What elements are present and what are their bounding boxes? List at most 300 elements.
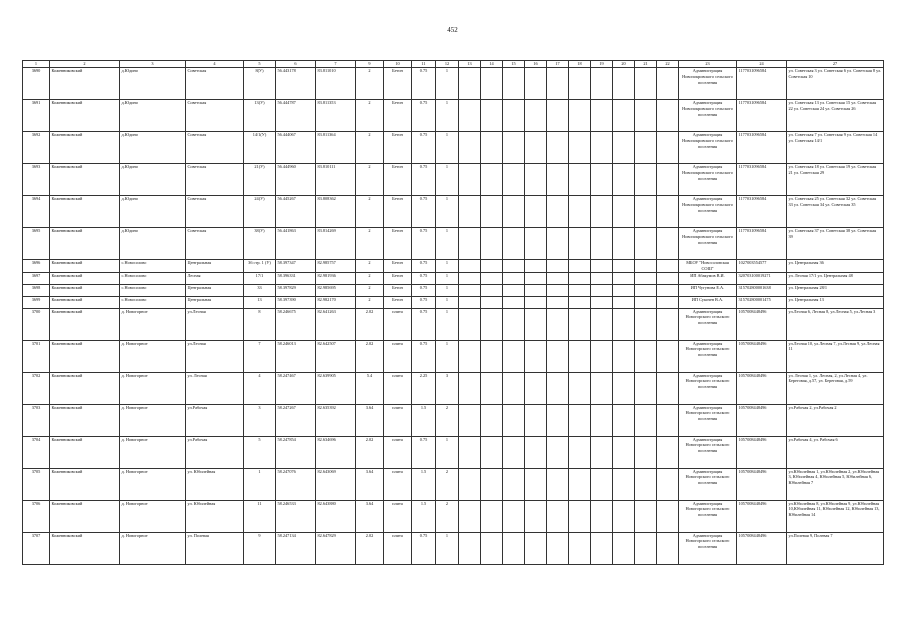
cell-c2: Кожевниковский — [50, 468, 120, 500]
empty-cell — [481, 308, 503, 340]
empty-cell — [481, 164, 503, 196]
cell-c1: 3696 — [23, 260, 50, 273]
cell-c1: 3695 — [23, 228, 50, 260]
empty-cell — [569, 372, 591, 404]
empty-cell — [635, 500, 657, 532]
page-number: 452 — [447, 26, 458, 34]
cell-c27: ул.Лесная 6, Лесная 8, ул.Лесная 5, ул.Лесная 3 — [787, 308, 884, 340]
empty-cell — [657, 196, 679, 228]
table-row — [23, 500, 884, 532]
cell-c5: 36 стр. 1 (У) — [244, 260, 276, 273]
cell-c4: ул. Лесная — [186, 372, 244, 404]
cell-c23: Администрация Новопокровского сельского поселения — [679, 68, 737, 100]
empty-cell — [635, 468, 657, 500]
empty-cell — [657, 100, 679, 132]
cell-c5: 11 — [244, 500, 276, 532]
cell-c23: ИП Чугунова Е.А. — [679, 284, 737, 296]
cell-c24: 1057008448496 — [737, 532, 787, 564]
cell-c1: 3690 — [23, 68, 50, 100]
cell-c9: 2.02 — [356, 340, 384, 372]
cell-c3: д. Новогорное — [120, 308, 186, 340]
cell-c3: с.Новосолово — [120, 260, 186, 273]
empty-cell — [635, 296, 657, 308]
cell-c12: 1 — [436, 308, 459, 340]
cell-c3: д. Новогорное — [120, 436, 186, 468]
column-number-3: 3 — [120, 61, 186, 68]
cell-c23: Администрация Новопокровского сельского поселения — [679, 196, 737, 228]
empty-cell — [459, 228, 481, 260]
column-number-18: 18 — [569, 61, 591, 68]
cell-c4: Советская — [186, 196, 244, 228]
empty-cell — [657, 260, 679, 273]
cell-c3: д.Юдино — [120, 228, 186, 260]
table-row — [23, 100, 884, 132]
cell-c4: ул. Юбилейная — [186, 468, 244, 500]
column-number-11: 11 — [412, 61, 436, 68]
cell-c9: 2.02 — [356, 436, 384, 468]
cell-c24: 315702800001475 — [737, 296, 787, 308]
cell-c10: Бетон — [384, 228, 412, 260]
column-number-1: 1 — [23, 61, 50, 68]
empty-cell — [525, 532, 547, 564]
empty-cell — [657, 436, 679, 468]
cell-c10: Бетон — [384, 100, 412, 132]
empty-cell — [481, 260, 503, 273]
cell-c9: 2 — [356, 260, 384, 273]
empty-cell — [569, 404, 591, 436]
empty-cell — [503, 164, 525, 196]
empty-cell — [591, 68, 613, 100]
empty-cell — [481, 296, 503, 308]
empty-cell — [503, 296, 525, 308]
empty-cell — [635, 196, 657, 228]
table-row — [23, 468, 884, 500]
empty-cell — [657, 500, 679, 532]
empty-cell — [525, 500, 547, 532]
cell-c5: 21(У) — [244, 164, 276, 196]
cell-c11: 0.75 — [412, 132, 436, 164]
cell-c12: 1 — [436, 228, 459, 260]
empty-cell — [481, 196, 503, 228]
empty-cell — [635, 404, 657, 436]
cell-c24: 1057008448496 — [737, 340, 787, 372]
cell-c23: ИП Сукочев В.А. — [679, 296, 737, 308]
cell-c12: 2 — [436, 468, 459, 500]
cell-c9: 2 — [356, 272, 384, 284]
empty-cell — [657, 132, 679, 164]
empty-cell — [503, 500, 525, 532]
empty-cell — [569, 228, 591, 260]
cell-c10: Бетон — [384, 68, 412, 100]
empty-cell — [547, 404, 569, 436]
cell-c7: 82.634696 — [316, 436, 356, 468]
cell-c2: Кожевниковский — [50, 532, 120, 564]
cell-c5: 7 — [244, 340, 276, 372]
cell-c1: 3707 — [23, 532, 50, 564]
cell-c4: Центральная — [186, 260, 244, 273]
empty-cell — [613, 296, 635, 308]
cell-c10: Бетон — [384, 272, 412, 284]
column-number-13: 13 — [459, 61, 481, 68]
empty-cell — [525, 260, 547, 273]
column-number-9: 9 — [356, 61, 384, 68]
empty-cell — [525, 272, 547, 284]
empty-cell — [503, 372, 525, 404]
cell-c3: д. Новогорное — [120, 372, 186, 404]
cell-c27: ул.Лесная 10, ул.Лесная 7, ул.Лесная 9, ул.Лесная 11 — [787, 340, 884, 372]
table-row — [23, 436, 884, 468]
empty-cell — [459, 164, 481, 196]
empty-cell — [591, 260, 613, 273]
empty-cell — [591, 100, 613, 132]
cell-c6: 58.247854 — [276, 436, 316, 468]
cell-c9: 5.4 — [356, 372, 384, 404]
cell-c12: 1 — [436, 196, 459, 228]
cell-c27: ул. Центральная 13 — [787, 296, 884, 308]
cell-c9: 2 — [356, 228, 384, 260]
cell-c6: 58.396331 — [276, 272, 316, 284]
empty-cell — [591, 468, 613, 500]
empty-cell — [503, 196, 525, 228]
empty-cell — [657, 284, 679, 296]
cell-c5: 9 — [244, 532, 276, 564]
cell-c9: 2 — [356, 284, 384, 296]
cell-c27: ул. Советская 3 ул. Советская 6 ул. Советская 8 ул. Советская 10 — [787, 68, 884, 100]
cell-c5: 24(У) — [244, 196, 276, 228]
empty-cell — [481, 500, 503, 532]
table-row — [23, 164, 884, 196]
cell-c12: 1 — [436, 164, 459, 196]
cell-c1: 3702 — [23, 372, 50, 404]
column-number-15: 15 — [503, 61, 525, 68]
empty-cell — [525, 132, 547, 164]
cell-c24: 1177031096584 — [737, 132, 787, 164]
cell-c27: ул. Центральная 28/1 — [787, 284, 884, 296]
cell-c4: ул. Полевая — [186, 532, 244, 564]
cell-c12: 1 — [436, 132, 459, 164]
empty-cell — [613, 500, 635, 532]
cell-c10: плита — [384, 532, 412, 564]
cell-c10: Бетон — [384, 260, 412, 273]
cell-c24: 1027003554577 — [737, 260, 787, 273]
cell-c9: 2.02 — [356, 308, 384, 340]
empty-cell — [503, 308, 525, 340]
empty-cell — [525, 196, 547, 228]
cell-c6: 58.246013 — [276, 340, 316, 372]
cell-c10: Бетон — [384, 196, 412, 228]
empty-cell — [481, 68, 503, 100]
cell-c12: 2 — [436, 500, 459, 532]
cell-c2: Кожевниковский — [50, 196, 120, 228]
cell-c11: 0.75 — [412, 296, 436, 308]
table-row — [23, 340, 884, 372]
cell-c4: Центральная — [186, 296, 244, 308]
column-number-27: 27 — [787, 61, 884, 68]
empty-cell — [569, 164, 591, 196]
empty-cell — [591, 372, 613, 404]
cell-c6: 58.397829 — [276, 284, 316, 296]
register-table — [22, 60, 884, 565]
cell-c27: ул. Лесная 1, ул. Лесная, 2, ул.Лесная 4, ул. Береговая, д.57, ул. Береговая, д.59 — [787, 372, 884, 404]
empty-cell — [591, 164, 613, 196]
cell-c3: д. Новогорное — [120, 404, 186, 436]
cell-c11: 0.75 — [412, 532, 436, 564]
column-number-12: 12 — [436, 61, 459, 68]
empty-cell — [613, 260, 635, 273]
cell-c2: Кожевниковский — [50, 436, 120, 468]
empty-cell — [459, 196, 481, 228]
cell-c1: 3693 — [23, 164, 50, 196]
cell-c11: 1.5 — [412, 468, 436, 500]
cell-c9: 3.64 — [356, 468, 384, 500]
cell-c10: плита — [384, 340, 412, 372]
table-row — [23, 260, 884, 273]
empty-cell — [657, 164, 679, 196]
cell-c10: плита — [384, 404, 412, 436]
empty-cell — [481, 532, 503, 564]
column-number-20: 20 — [613, 61, 635, 68]
empty-cell — [635, 272, 657, 284]
cell-c4: ул.Лесная — [186, 308, 244, 340]
empty-cell — [481, 132, 503, 164]
table-row — [23, 196, 884, 228]
cell-c2: Кожевниковский — [50, 100, 120, 132]
empty-cell — [635, 532, 657, 564]
cell-c5: 8 — [244, 308, 276, 340]
empty-cell — [503, 272, 525, 284]
empty-cell — [613, 228, 635, 260]
empty-cell — [591, 436, 613, 468]
empty-cell — [613, 68, 635, 100]
empty-cell — [657, 468, 679, 500]
cell-c10: Бетон — [384, 284, 412, 296]
cell-c5: 8(У) — [244, 68, 276, 100]
cell-c3: с.Новосолово — [120, 284, 186, 296]
cell-c6: 56.444787 — [276, 100, 316, 132]
cell-c23: Администрация Новопокровского сельского поселения — [679, 228, 737, 260]
cell-c3: д. Новогорное — [120, 500, 186, 532]
empty-cell — [481, 100, 503, 132]
empty-cell — [503, 340, 525, 372]
cell-c1: 3698 — [23, 284, 50, 296]
cell-c2: Кожевниковский — [50, 404, 120, 436]
cell-c6: 56.444960 — [276, 164, 316, 196]
cell-c27: ул.Юбилейная 1, ул.Юбилейная 2, ул.Юбилейная 3, Юбилейная 4, Юбилейная 5, Юбилейная 6, Юбилейная 7 — [787, 468, 884, 500]
empty-cell — [525, 100, 547, 132]
empty-cell — [613, 532, 635, 564]
cell-c5: 33 — [244, 284, 276, 296]
cell-c23: Администрация Новогорского сельского поселения — [679, 468, 737, 500]
cell-c11: 1.5 — [412, 404, 436, 436]
cell-c7: 82.639905 — [316, 372, 356, 404]
table-row — [23, 372, 884, 404]
cell-c24: 1177031096584 — [737, 68, 787, 100]
cell-c12: 1 — [436, 532, 459, 564]
column-number-7: 7 — [316, 61, 356, 68]
column-number-22: 22 — [657, 61, 679, 68]
cell-c10: Бетон — [384, 164, 412, 196]
column-number-6: 6 — [276, 61, 316, 68]
cell-c6: 58.247267 — [276, 404, 316, 436]
cell-c23: Администрация Новогорского сельского поселения — [679, 532, 737, 564]
cell-c6: 56.444067 — [276, 132, 316, 164]
empty-cell — [481, 468, 503, 500]
cell-c6: 58.246533 — [276, 500, 316, 532]
empty-cell — [657, 372, 679, 404]
cell-c4: ул. Юбилейная — [186, 500, 244, 532]
empty-cell — [525, 164, 547, 196]
empty-cell — [569, 100, 591, 132]
table-row — [23, 132, 884, 164]
empty-cell — [481, 272, 503, 284]
empty-cell — [569, 468, 591, 500]
empty-cell — [547, 260, 569, 273]
cell-c7: 82.982170 — [316, 296, 356, 308]
empty-cell — [657, 228, 679, 260]
cell-c6: 58.246675 — [276, 308, 316, 340]
cell-c1: 3692 — [23, 132, 50, 164]
cell-c24: 1057008448496 — [737, 308, 787, 340]
cell-c23: Администрация Новогорского сельского поселения — [679, 500, 737, 532]
cell-c2: Кожевниковский — [50, 132, 120, 164]
cell-c10: плита — [384, 372, 412, 404]
empty-cell — [503, 436, 525, 468]
cell-c2: Кожевниковский — [50, 260, 120, 273]
cell-c9: 2 — [356, 164, 384, 196]
cell-c3: д.Юдино — [120, 196, 186, 228]
cell-c1: 3701 — [23, 340, 50, 372]
empty-cell — [569, 308, 591, 340]
empty-cell — [635, 132, 657, 164]
cell-c27: ул.Юбилейная 8, ул.Юбилейная 9, ул.Юбилейная 10,Юбилейная 11, Юбилейная 12, Юбилейная 13, Юбилейная 14 — [787, 500, 884, 532]
empty-cell — [613, 100, 635, 132]
cell-c10: Бетон — [384, 132, 412, 164]
cell-c27: ул. Советская 25 ул. Советская 32 ул. Советская 33 ул. Советская 34 ул. Советская 35 — [787, 196, 884, 228]
cell-c9: 2.02 — [356, 532, 384, 564]
cell-c7: 82.985695 — [316, 284, 356, 296]
empty-cell — [591, 272, 613, 284]
table-row — [23, 272, 884, 284]
empty-cell — [591, 532, 613, 564]
cell-c9: 2 — [356, 68, 384, 100]
column-number-24: 24 — [737, 61, 787, 68]
column-number-19: 19 — [591, 61, 613, 68]
cell-c3: д. Новогорное — [120, 532, 186, 564]
cell-c23: МБОУ "Новосоловская СОШ" — [679, 260, 737, 273]
cell-c24: 1177031096584 — [737, 196, 787, 228]
empty-cell — [547, 196, 569, 228]
empty-cell — [569, 532, 591, 564]
empty-cell — [525, 68, 547, 100]
table-row — [23, 308, 884, 340]
column-number-2: 2 — [50, 61, 120, 68]
empty-cell — [459, 284, 481, 296]
empty-cell — [613, 284, 635, 296]
column-number-17: 17 — [547, 61, 569, 68]
empty-cell — [503, 68, 525, 100]
cell-c6: 56.443178 — [276, 68, 316, 100]
cell-c1: 3704 — [23, 436, 50, 468]
column-number-21: 21 — [635, 61, 657, 68]
empty-cell — [459, 100, 481, 132]
cell-c4: Советская — [186, 164, 244, 196]
empty-cell — [547, 532, 569, 564]
cell-c23: Администрация Новогорского сельского поселения — [679, 436, 737, 468]
empty-cell — [525, 228, 547, 260]
empty-cell — [569, 284, 591, 296]
cell-c11: 0.75 — [412, 100, 436, 132]
cell-c7: 82.647829 — [316, 532, 356, 564]
cell-c1: 3706 — [23, 500, 50, 532]
empty-cell — [503, 260, 525, 273]
empty-cell — [635, 340, 657, 372]
cell-c5: 1 — [244, 468, 276, 500]
cell-c7: 83.808362 — [316, 196, 356, 228]
empty-cell — [547, 272, 569, 284]
empty-cell — [525, 372, 547, 404]
cell-c12: 1 — [436, 100, 459, 132]
cell-c10: плита — [384, 468, 412, 500]
cell-c27: ул. Лесная 17/1 ул. Центральная 48 — [787, 272, 884, 284]
cell-c2: Кожевниковский — [50, 68, 120, 100]
empty-cell — [613, 340, 635, 372]
empty-cell — [657, 532, 679, 564]
cell-c9: 3.64 — [356, 404, 384, 436]
cell-c5: 38(У) — [244, 228, 276, 260]
empty-cell — [569, 260, 591, 273]
cell-c23: Администрация Новопокровского сельского поселения — [679, 132, 737, 164]
cell-c24: 1177031096584 — [737, 164, 787, 196]
empty-cell — [591, 284, 613, 296]
empty-cell — [547, 372, 569, 404]
cell-c7: 82.641263 — [316, 308, 356, 340]
cell-c4: Лесная — [186, 272, 244, 284]
empty-cell — [459, 296, 481, 308]
empty-cell — [657, 308, 679, 340]
cell-c11: 0.75 — [412, 228, 436, 260]
empty-cell — [525, 404, 547, 436]
cell-c12: 1 — [436, 340, 459, 372]
cell-c11: 0.75 — [412, 436, 436, 468]
empty-cell — [547, 500, 569, 532]
cell-c3: с.Новосолово — [120, 296, 186, 308]
empty-cell — [635, 308, 657, 340]
cell-c9: 2 — [356, 100, 384, 132]
empty-cell — [547, 340, 569, 372]
cell-c2: Кожевниковский — [50, 272, 120, 284]
cell-c27: ул. Центральная 36 — [787, 260, 884, 273]
empty-cell — [569, 196, 591, 228]
empty-cell — [503, 468, 525, 500]
empty-cell — [613, 196, 635, 228]
empty-cell — [591, 132, 613, 164]
cell-c5: 14/1(У) — [244, 132, 276, 164]
empty-cell — [459, 132, 481, 164]
cell-c23: ИП Абакумов В.И. — [679, 272, 737, 284]
cell-c24: 1177031096584 — [737, 228, 787, 260]
empty-cell — [591, 404, 613, 436]
cell-c2: Кожевниковский — [50, 500, 120, 532]
cell-c5: 3 — [244, 404, 276, 436]
cell-c9: 2 — [356, 196, 384, 228]
empty-cell — [569, 132, 591, 164]
cell-c11: 0.75 — [412, 284, 436, 296]
empty-cell — [569, 296, 591, 308]
cell-c6: 58.397390 — [276, 296, 316, 308]
cell-c7: 82.643880 — [316, 500, 356, 532]
column-number-10: 10 — [384, 61, 412, 68]
cell-c7: 82.635392 — [316, 404, 356, 436]
